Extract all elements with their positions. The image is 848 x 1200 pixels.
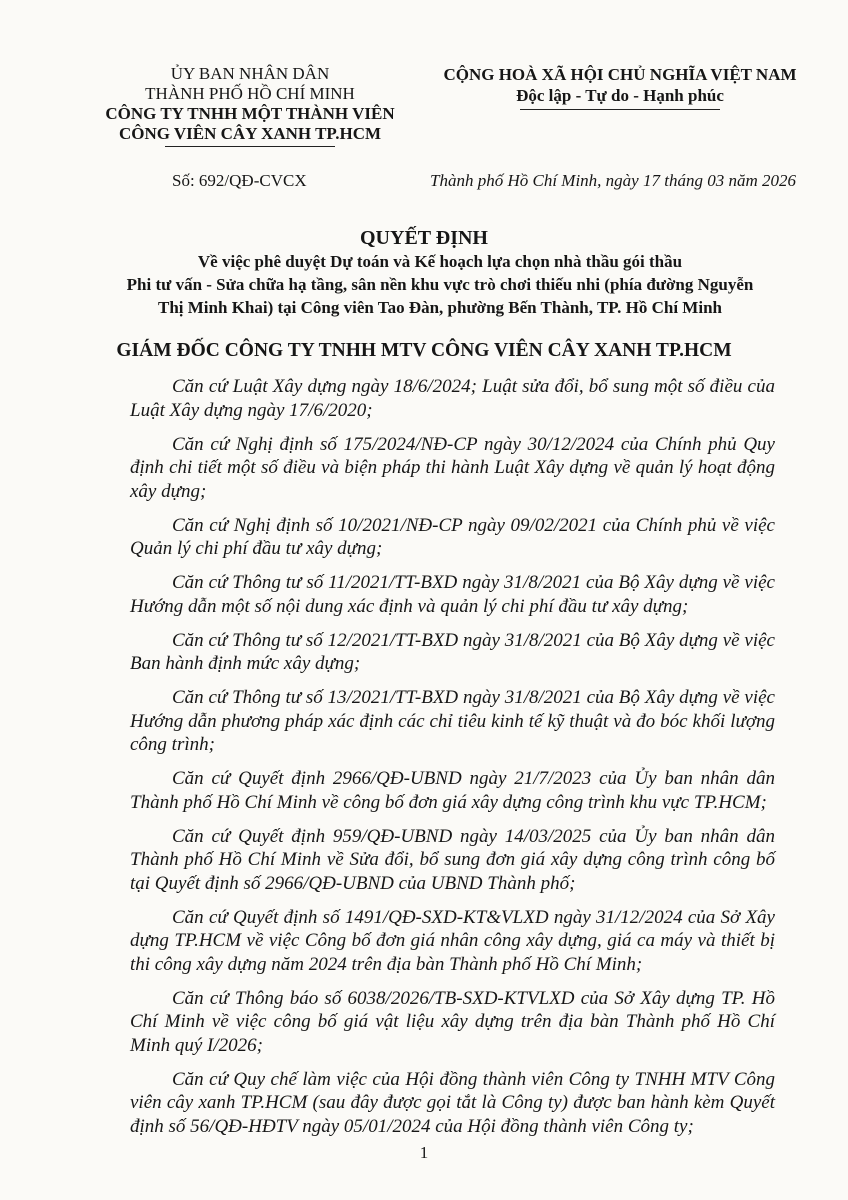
agency-line-1: ỦY BAN NHÂN DÂN <box>170 64 330 83</box>
subject-line-2: Phi tư vấn - Sửa chữa hạ tầng, sân nền khu vực trò chơi thiếu nhi (phía đường Nguyễn <box>126 275 754 294</box>
legal-basis-item: Căn cứ Nghị định số 175/2024/NĐ-CP ngày 30/12/2024 của Chính phủ Quy định chi tiết một số điều và biện pháp thi hành Luật Xây dựng về quản lý hoạt động xây dựng; <box>130 433 775 502</box>
document-subject <box>100 250 780 319</box>
issuer-underline <box>165 146 335 147</box>
agency-line-2: THÀNH PHỐ HỒ CHÍ MINH <box>145 84 355 103</box>
legal-basis-item: Căn cứ Luật Xây dựng ngày 18/6/2024; Luật sửa đổi, bổ sung một số điều của Luật Xây dựng ngày 17/6/2020; <box>130 376 775 421</box>
subject-line-3: Thị Minh Khai) tại Công viên Tao Đàn, phường Bến Thành, TP. Hồ Chí Minh <box>158 298 722 317</box>
motto: Độc lập - Tự do - Hạnh phúc <box>516 86 724 105</box>
legal-basis-item: Căn cứ Thông tư số 13/2021/TT-BXD ngày 31/8/2021 của Bộ Xây dựng về việc Hướng dẫn phương pháp xác định các chỉ tiêu kinh tế kỹ thuật và đo bóc khối lượng công trình; <box>130 687 775 755</box>
legal-basis-item: Căn cứ Quyết định 959/QĐ-UBND ngày 14/03/2025 của Ủy ban nhân dân Thành phố Hồ Chí Minh về Sửa đổi, bổ sung đơn giá xây dựng công trình công bố tại Quyết định số 2966/QĐ-UBND của UBND Thành phố; <box>130 825 775 894</box>
company-line-1: CÔNG TY TNHH MỘT THÀNH VIÊN <box>105 104 395 123</box>
legal-basis-item: Căn cứ Quy chế làm việc của Hội đồng thành viên Công ty TNHH MTV Công viên cây xanh TP.HCM (sau đây được gọi tắt là Công ty) được ban hành kèm Quyết định số 56/QĐ-HĐTV ngày 05/01/2024 của Hội đồng thành viên Công ty; <box>130 1068 775 1137</box>
page-number: 1 <box>419 1143 429 1162</box>
issuing-authority: GIÁM ĐỐC CÔNG TY TNHH MTV CÔNG VIÊN CÂY XANH TP.HCM <box>116 340 732 361</box>
legal-basis-item: Căn cứ Thông báo số 6038/2026/TB-SXD-KTVLXD của Sở Xây dựng TP. Hồ Chí Minh về việc công bố giá vật liệu xây dựng trên địa bàn Thành phố Hồ Chí Minh quý I/2026; <box>130 987 775 1056</box>
legal-basis-item: Căn cứ Quyết định số 1491/QĐ-SXD-KT&VLXD ngày 31/12/2024 của Sở Xây dựng TP.HCM về việc Công bố đơn giá nhân công xây dựng, giá ca máy và thiết bị thi công xây dựng năm 2024 trên địa bàn Thành phố Hồ Chí Minh; <box>130 906 775 975</box>
legal-basis-item: Căn cứ Thông tư số 11/2021/TT-BXD ngày 31/8/2021 của Bộ Xây dựng về việc Hướng dẫn một số nội dung xác định và quản lý chi phí đầu tư xây dựng; <box>130 572 775 617</box>
reference-number: Số: 692/QĐ-CVCX <box>172 171 307 190</box>
subject-line-1: Về việc phê duyệt Dự toán và Kế hoạch lựa chọn nhà thầu gói thầu <box>197 252 683 271</box>
issuer-block <box>100 64 400 147</box>
legal-bases <box>130 375 775 1149</box>
legal-basis-item: Căn cứ Nghị định số 10/2021/NĐ-CP ngày 09/02/2021 của Chính phủ về việc Quản lý chi phí đầu tư xây dựng; <box>130 514 775 559</box>
legal-basis-item: Căn cứ Quyết định 2966/QĐ-UBND ngày 21/7/2023 của Ủy ban nhân dân Thành phố Hồ Chí Minh về công bố đơn giá xây dựng công trình khu vực TP.HCM; <box>130 768 775 813</box>
motto-underline <box>520 109 720 110</box>
company-line-2: CÔNG VIÊN CÂY XANH TP.HCM <box>118 124 382 143</box>
document-title: QUYẾT ĐỊNH <box>360 227 488 249</box>
legal-basis-item: Căn cứ Thông tư số 12/2021/TT-BXD ngày 31/8/2021 của Bộ Xây dựng về việc Ban hành định mức xây dựng; <box>130 629 775 674</box>
place-date: Thành phố Hồ Chí Minh, ngày 17 tháng 03 năm 2026 <box>430 171 796 190</box>
national-header <box>420 64 820 110</box>
nation-title: CỘNG HOÀ XÃ HỘI CHỦ NGHĨA VIỆT NAM <box>443 65 797 84</box>
